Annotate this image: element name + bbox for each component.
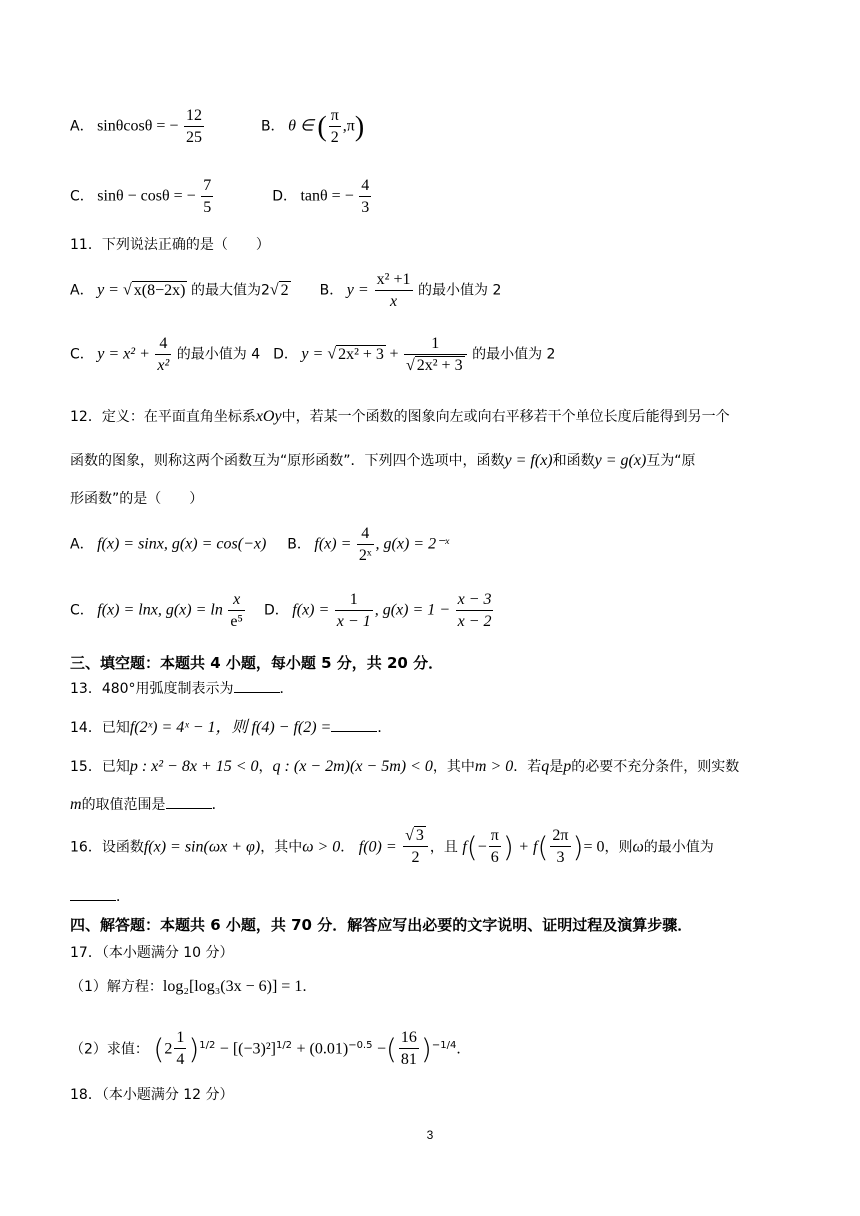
q14: 14．已知f(2ˣ) = 4ˣ − 1，则 f(4) − f(2) = ． [70, 719, 392, 736]
q16-sqrt3-over-2: $\frac{√ 3}{2}$ [403, 826, 428, 869]
q11-c-fraction: $\frac{4}{\text{x²}}$ [155, 334, 171, 377]
q13: 13．480°用弧度制表示为 ． [70, 678, 294, 698]
q17-part2: （2）求值： (2 $\frac{1}{4}$ )$^{1/2} - [(-3)^2]^{1/2} + (0.01)^{-0.5}$ −( $\frac{16}{81}$ )$^{-1/4}$． [70, 1028, 470, 1071]
q12-g-expr: y = g(x) [594, 452, 647, 469]
q16-plus: + f [518, 838, 538, 856]
section-4-heading: 四、解答题：本题共 6 小题，共 70 分．解答应写出必要的文字说明、证明过程及演算步骤． [70, 916, 693, 934]
q10-b-expr: θ ∈ [288, 117, 314, 135]
q12-d-fraction2: $\frac{x - 3}{x - 2}$ [456, 590, 494, 633]
q10-c-label: C． [70, 188, 94, 205]
q16-func: f(x) = sin(ωx + φ) [143, 838, 261, 856]
q12-a-expr: f(x) = sinx, g(x) = cos(−x) [97, 535, 267, 553]
q11-d-fraction: $\frac{1}{\text{√ 2x² + 3}}$ [404, 334, 467, 377]
q11-row-ab: A． y = √ x(8−2x) 的最大值为2√ 2 B． y = $\frac{\text{x² +1}}{x}$ 的最小值为 2 [70, 270, 501, 313]
q16-f0: f(0) = [358, 838, 397, 856]
q11-a-label: A． [70, 282, 94, 299]
q16-blank[interactable] [70, 886, 116, 901]
q14-blank[interactable] [331, 717, 377, 732]
q16-omega: ω [632, 838, 644, 856]
q12-c-lhs: f(x) = lnx, g(x) = ln [97, 601, 223, 619]
q11-c-text: 的最小值为 4 [176, 346, 261, 363]
q11-d-radicand: 2x² + 3 [338, 345, 384, 363]
q12-d-fraction: $\frac{1}{x - 1}$ [335, 590, 373, 633]
q15-p-expr: p : x² − 8x + 15 < 0 [129, 758, 259, 775]
page-number: 3 [426, 1128, 434, 1142]
q14-expr: f(2ˣ) = 4ˣ − 1，则 f(4) − f(2) = [129, 719, 332, 736]
q12-line1: 12．定义：在平面直角坐标系xOy中，若某一个函数的图象向左或向右平移若干个单位长度后能得到另一个 [70, 408, 730, 425]
q17-part1: （1）解方程：log₂[log₃(3x − 6)] = 1． [70, 978, 317, 995]
q16-line2: ． [70, 886, 130, 906]
q12-d-label: D． [264, 602, 289, 619]
q16-pi-over-6: $\frac{\pi}{6}$ [489, 826, 501, 869]
section-3-heading: 三、填空题：本题共 4 小题，每小题 5 分，共 20 分． [70, 654, 444, 672]
q16-f-neg: f [462, 838, 467, 856]
q10-c-fraction: $\frac{7}{5}$ [201, 176, 213, 219]
q16-cond: ω > 0 [302, 838, 341, 856]
q12-f-expr: y = f(x) [504, 452, 553, 469]
q11-a-radicand2: 2 [280, 281, 289, 299]
q17-exp-b: 1/2 [275, 1039, 293, 1051]
q17-exp-c: −0.5 [348, 1039, 373, 1051]
q10-a-label: A． [70, 118, 94, 135]
q10-c-expr: sinθ − cosθ = − [97, 187, 196, 205]
q11-a-expr: y = [97, 281, 123, 299]
q10-b-label: B． [260, 118, 285, 135]
q17-stem: 17．（本小题满分 10 分） [70, 945, 234, 961]
q16-2pi-over-3: $\frac{2\pi}{3}$ [550, 826, 570, 869]
q17-part1-expr: log₂[log₃(3x − 6)] = 1 [162, 978, 303, 995]
q10-a-expr: sinθcosθ = − [97, 117, 179, 135]
q11-c-label: C． [70, 346, 94, 363]
q10-row-ab: A． sinθcosθ = − $\frac{12}{25}$ B． θ ∈ ( $\frac{\pi}{2}$ ,π) [70, 106, 364, 149]
q15-q-expr: q : (x − 2m)(x − 5m) < 0 [272, 758, 433, 775]
q11-d-expr: y = [301, 345, 328, 363]
q10-b-fraction: $\frac{\pi}{2}$ [329, 106, 341, 149]
q11-row-cd: C． y = x² + $\frac{4}{\text{x²}}$ 的最小值为 4 D． y = √ 2x² + 3 + $\frac{1}{\text{√ 2x² + 3}}$ 的最小值为 2 [70, 334, 555, 377]
q13-blank[interactable] [234, 678, 280, 693]
q12-d-mid: , g(x) = 1 − [374, 601, 451, 619]
q11-a-text: 的最大值为2 [190, 282, 270, 299]
q12-b-label: B． [287, 536, 311, 553]
q11-b-expr: y = [346, 281, 373, 299]
q11-d-label: D． [273, 346, 298, 363]
q15-line2: m的取值范围是 ． [70, 796, 226, 813]
q10-row-cd [70, 176, 373, 219]
q10-b-tail: ,π [342, 117, 355, 135]
q12-b-tail: , g(x) = 2⁻ˣ [375, 535, 450, 553]
q17-exp-d: −1/4 [431, 1039, 457, 1051]
q17-fraction-d: $\frac{16}{81}$ [399, 1028, 419, 1071]
q17-mixed-fraction: $\frac{1}{4}$ [174, 1028, 186, 1071]
q12-c-label: C． [70, 602, 94, 619]
q10-d-label: D． [272, 188, 297, 205]
q12-row-ab [70, 524, 449, 567]
q17-term-c: + (0.01) [296, 1040, 349, 1058]
q18-stem: 18．（本小题满分 12 分） [70, 1087, 234, 1103]
q15-m-cond: m > 0 [474, 758, 514, 775]
q12-a-label: A． [70, 536, 94, 553]
q15-line1: 15．已知p : x² − 8x + 15 < 0，q : (x − 2m)(x − 5m) < 0，其中m > 0．若q是p的必要不充分条件，则实数 [70, 758, 740, 775]
q12-xoy: xOy [255, 408, 282, 425]
q10-a-fraction: $\frac{12}{25}$ [184, 106, 204, 149]
q10-d-fraction: $\frac{4}{3}$ [359, 176, 371, 219]
q12-c-fraction: $\frac{x}{\text{e⁵}}$ [228, 590, 245, 633]
q10-d-expr: tanθ = − [300, 187, 354, 205]
q12-b-fraction: $\frac{4}{\text{2ˣ}}$ [357, 524, 374, 567]
q11-b-text: 的最小值为 2 [418, 282, 502, 299]
q11-b-label: B． [319, 282, 344, 299]
q16-eq0: = 0 [583, 838, 605, 856]
q15-m-symbol: m [70, 796, 82, 813]
q12-b-lhs: f(x) = [314, 535, 352, 553]
q12-line3: 形函数”的是（ ） [70, 491, 204, 507]
q17-term-b: − [(−3)²] [219, 1040, 276, 1058]
q12-d-lhs: f(x) = [292, 601, 330, 619]
q11-stem: 11．下列说法正确的是（ ） [70, 237, 270, 253]
q15-q-symbol: q [541, 758, 550, 775]
q12-line2: 函数的图象，则称这两个函数互为“原形函数”．下列四个选项中，函数y = f(x)和函数y = g(x)互为“原 [70, 452, 696, 469]
q17-exp-a: 1/2 [199, 1039, 216, 1051]
q15-p-symbol: p [563, 758, 572, 775]
q15-blank[interactable] [166, 794, 212, 809]
q11-a-radicand: x(8−2x) [133, 281, 186, 299]
q11-c-expr: y = x² + [97, 345, 150, 363]
q16-line1: 16．设函数f(x) = sin(ωx + φ)，其中ω > 0． f(0) = $\frac{√ 3}{2}$ ，且 f(− $\frac{\pi}{6}$ ) + f( $\frac{2\pi}{3}$ )= 0，则ω的最小值为 [70, 826, 714, 869]
q17-mixed-whole: 2 [164, 1040, 173, 1058]
q11-b-fraction: $\frac{\text{x² +1}}{x}$ [375, 270, 413, 313]
q11-d-plus: + [389, 345, 399, 363]
q11-d-text: 的最小值为 2 [472, 346, 556, 363]
q17-minus: − [376, 1040, 386, 1058]
q12-row-cd [70, 590, 495, 633]
